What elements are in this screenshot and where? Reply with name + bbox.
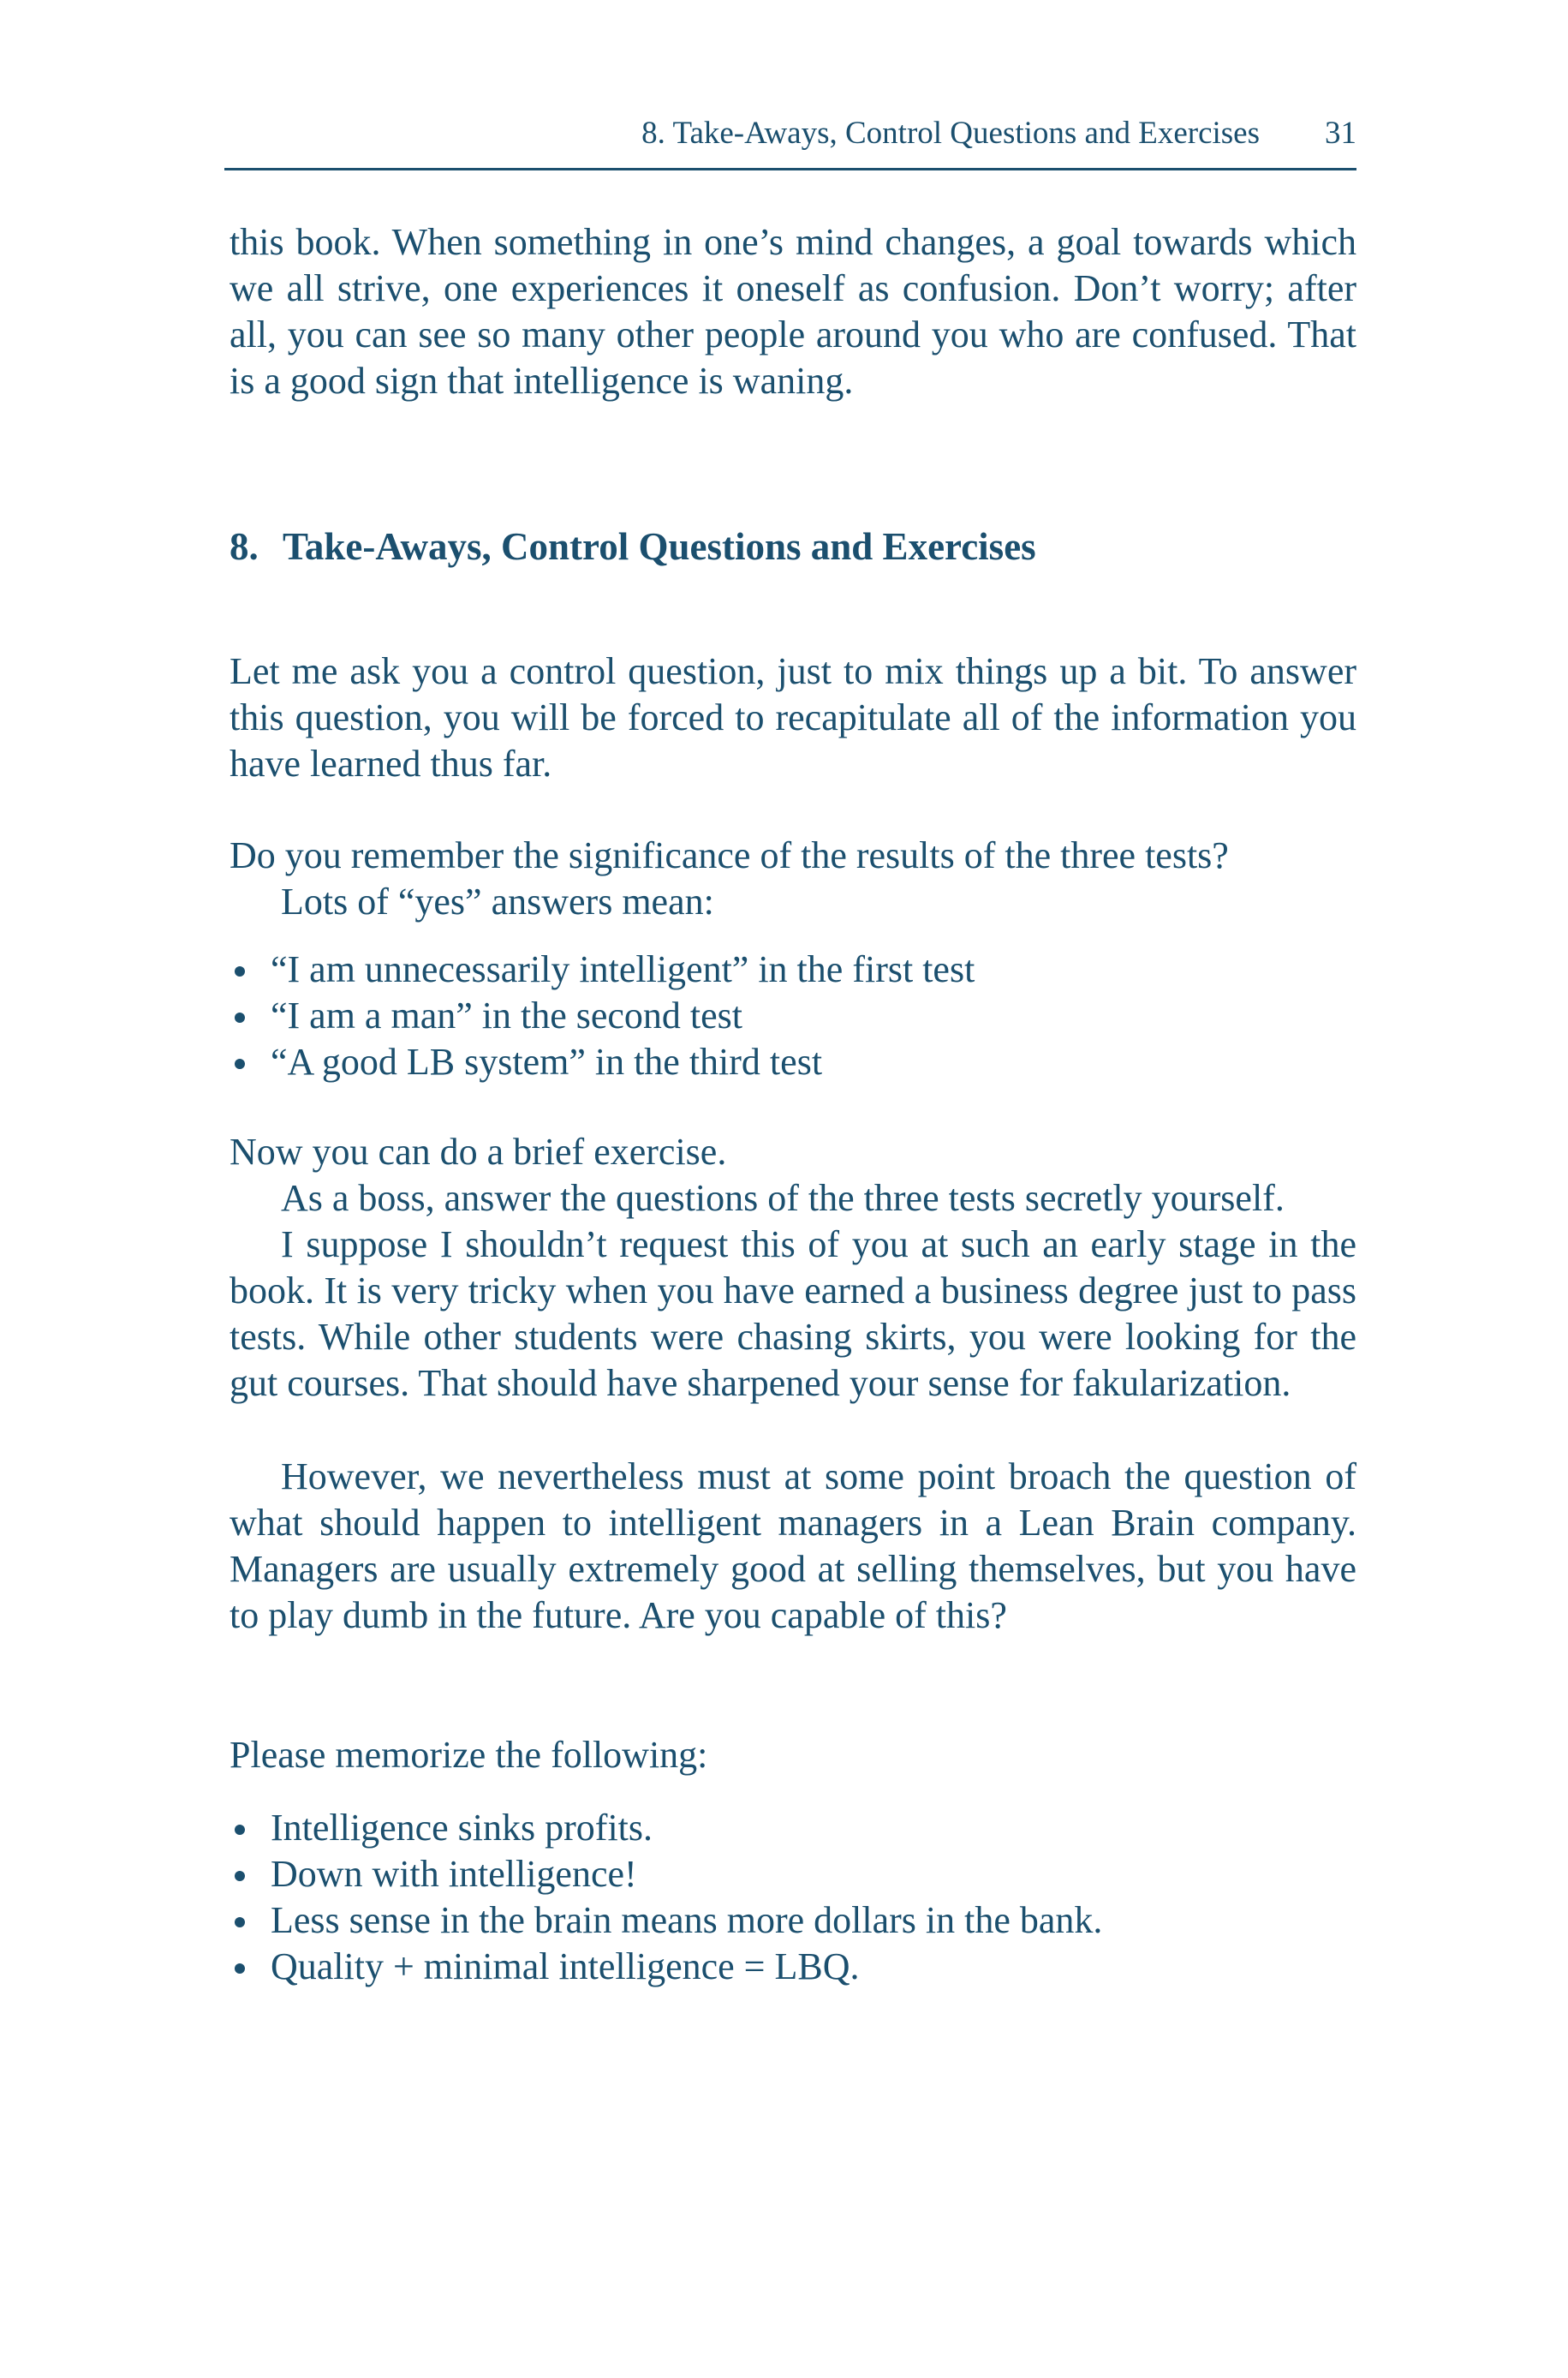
yes-answers-intro: Lots of “yes” answers mean: xyxy=(281,881,714,923)
bullet-icon xyxy=(235,1825,245,1835)
significance-question: Do you remember the significance of the results of the three tests? xyxy=(230,834,1229,876)
intro-paragraph: this book. When something in one’s mind changes, a goal towards which we all strive, one experiences it oneself as confusion. Don’t worry; after all, you can see so many other people around you who are confused. That is a good sign that intelligence is waning. xyxy=(230,221,1356,402)
memorize-list xyxy=(230,1805,1102,1990)
bullet-icon xyxy=(235,1963,245,1974)
list-item: “A good LB system” in the third test xyxy=(230,1039,975,1085)
list-item: “I am a man” in the second test xyxy=(230,993,975,1039)
list-item: Intelligence sinks profits. xyxy=(230,1805,1102,1851)
header-rule xyxy=(224,168,1356,170)
page-number: 31 xyxy=(1325,116,1356,151)
test-results-list xyxy=(230,947,975,1085)
section-heading xyxy=(230,521,1036,572)
business-degree-paragraph: I suppose I shouldn’t request this of you at such an early stage in the book. It is very tricky when you have earned a business degree just to pass tests. While other students were chasing skirts, you were looking for the gut courses. That should have sharpened your sense for fakularization. xyxy=(230,1223,1356,1404)
running-head-title: 8. Take-Aways, Control Questions and Exercises xyxy=(641,116,1260,151)
list-item: Less sense in the brain means more dollars in the bank. xyxy=(230,1897,1102,1944)
bullet-icon xyxy=(235,1917,245,1927)
bullet-icon xyxy=(235,966,245,977)
bullet-icon xyxy=(235,1059,245,1069)
list-item: Quality + minimal intelligence = LBQ. xyxy=(230,1944,1102,1990)
list-item: Down with intelligence! xyxy=(230,1851,1102,1897)
section-title: Take-Aways, Control Questions and Exercises xyxy=(283,525,1036,568)
boss-instruction: As a boss, answer the questions of the three tests secretly yourself. xyxy=(281,1177,1285,1219)
list-item: “I am unnecessarily intelligent” in the first test xyxy=(230,947,975,993)
intelligent-managers-paragraph: However, we nevertheless must at some point broach the question of what should happen to intelligent managers in a Lean Brain company. Managers are usually extremely good at selling themselves, but you have to play dumb in the future. Are you capable of this? xyxy=(230,1455,1356,1636)
exercise-intro: Now you can do a brief exercise. xyxy=(230,1131,727,1173)
bullet-icon xyxy=(235,1871,245,1881)
section-number: 8. xyxy=(230,525,259,568)
running-head xyxy=(641,110,1356,158)
control-question-paragraph: Let me ask you a control question, just to mix things up a bit. To answer this question, you will be forced to recapitulate all of the information you have learned thus far. xyxy=(230,650,1356,785)
memorize-intro: Please memorize the following: xyxy=(230,1734,708,1776)
bullet-icon xyxy=(235,1013,245,1023)
